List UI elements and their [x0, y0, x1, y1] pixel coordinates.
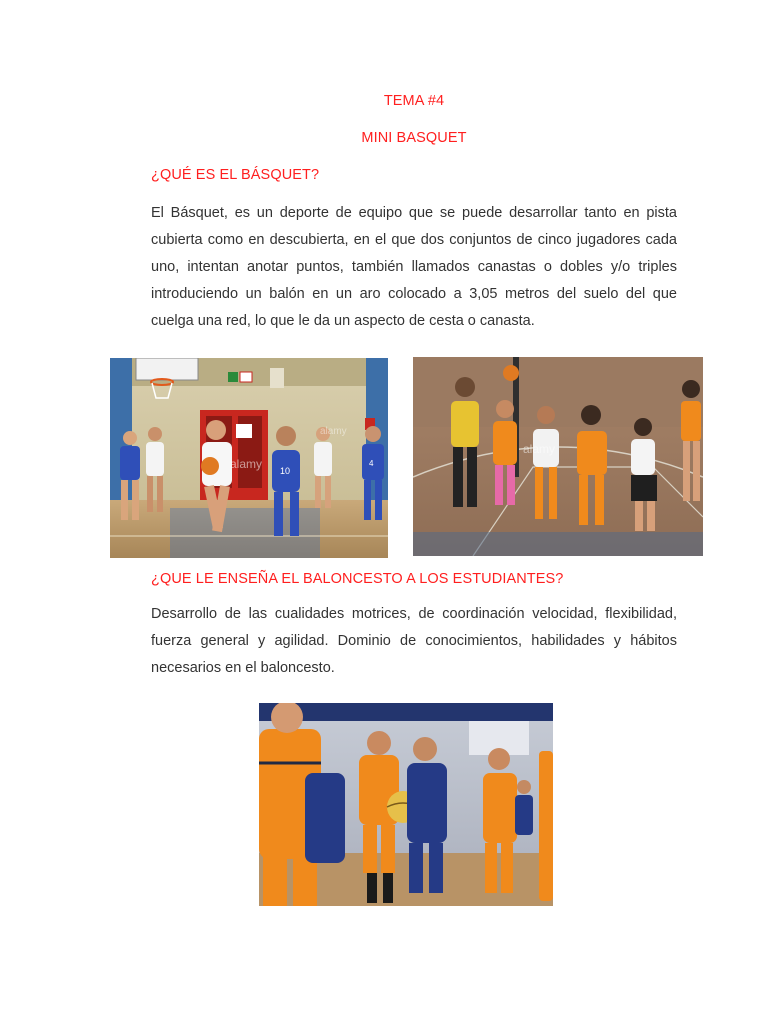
section-paragraph-definition: El Básquet, es un deporte de equipo que se puede desarrollar tanto en pista cubierta como en descubierta, en el que dos conjuntos de cinco jugadores cada uno, intentan anotar puntos, también llamados canastas o dobles y/o triples introduciendo un balón en un aro colocado a 3,05 metros del suelo del que cuelga una red, lo que le da un aspecto de cesta o canasta.: [151, 205, 677, 329]
photo-girls-game-outdoor: [413, 357, 703, 556]
document-title: TEMA #4: [383, 93, 445, 109]
jersey-number-10: 10: [280, 466, 291, 476]
section-paragraph-teaches: Desarrollo de las cualidades motrices, de coordinación velocidad, flexibilidad, fuerza general y agilidad. Dominio de conocimientos, habilidades y hábitos necesarios en el baloncesto.: [151, 606, 677, 676]
photo-boys-game-closeup: [259, 703, 553, 906]
section-heading-what-it-teaches: ¿QUE LE ENSEÑA EL BALONCESTO A LOS ESTUDIANTES?: [151, 571, 564, 587]
photo-youth-game-indoor: [110, 358, 388, 558]
svg-text:alamy: alamy: [320, 426, 347, 437]
section-heading-what-is-basketball: ¿QUÉ ES EL BÁSQUET?: [151, 167, 320, 183]
watermark-alamy-2: alamy: [523, 442, 556, 456]
watermark-alamy-1: alamy: [230, 457, 263, 471]
jersey-number-4: 4: [369, 459, 374, 468]
document-subtitle: MINI BASQUET: [361, 130, 467, 146]
